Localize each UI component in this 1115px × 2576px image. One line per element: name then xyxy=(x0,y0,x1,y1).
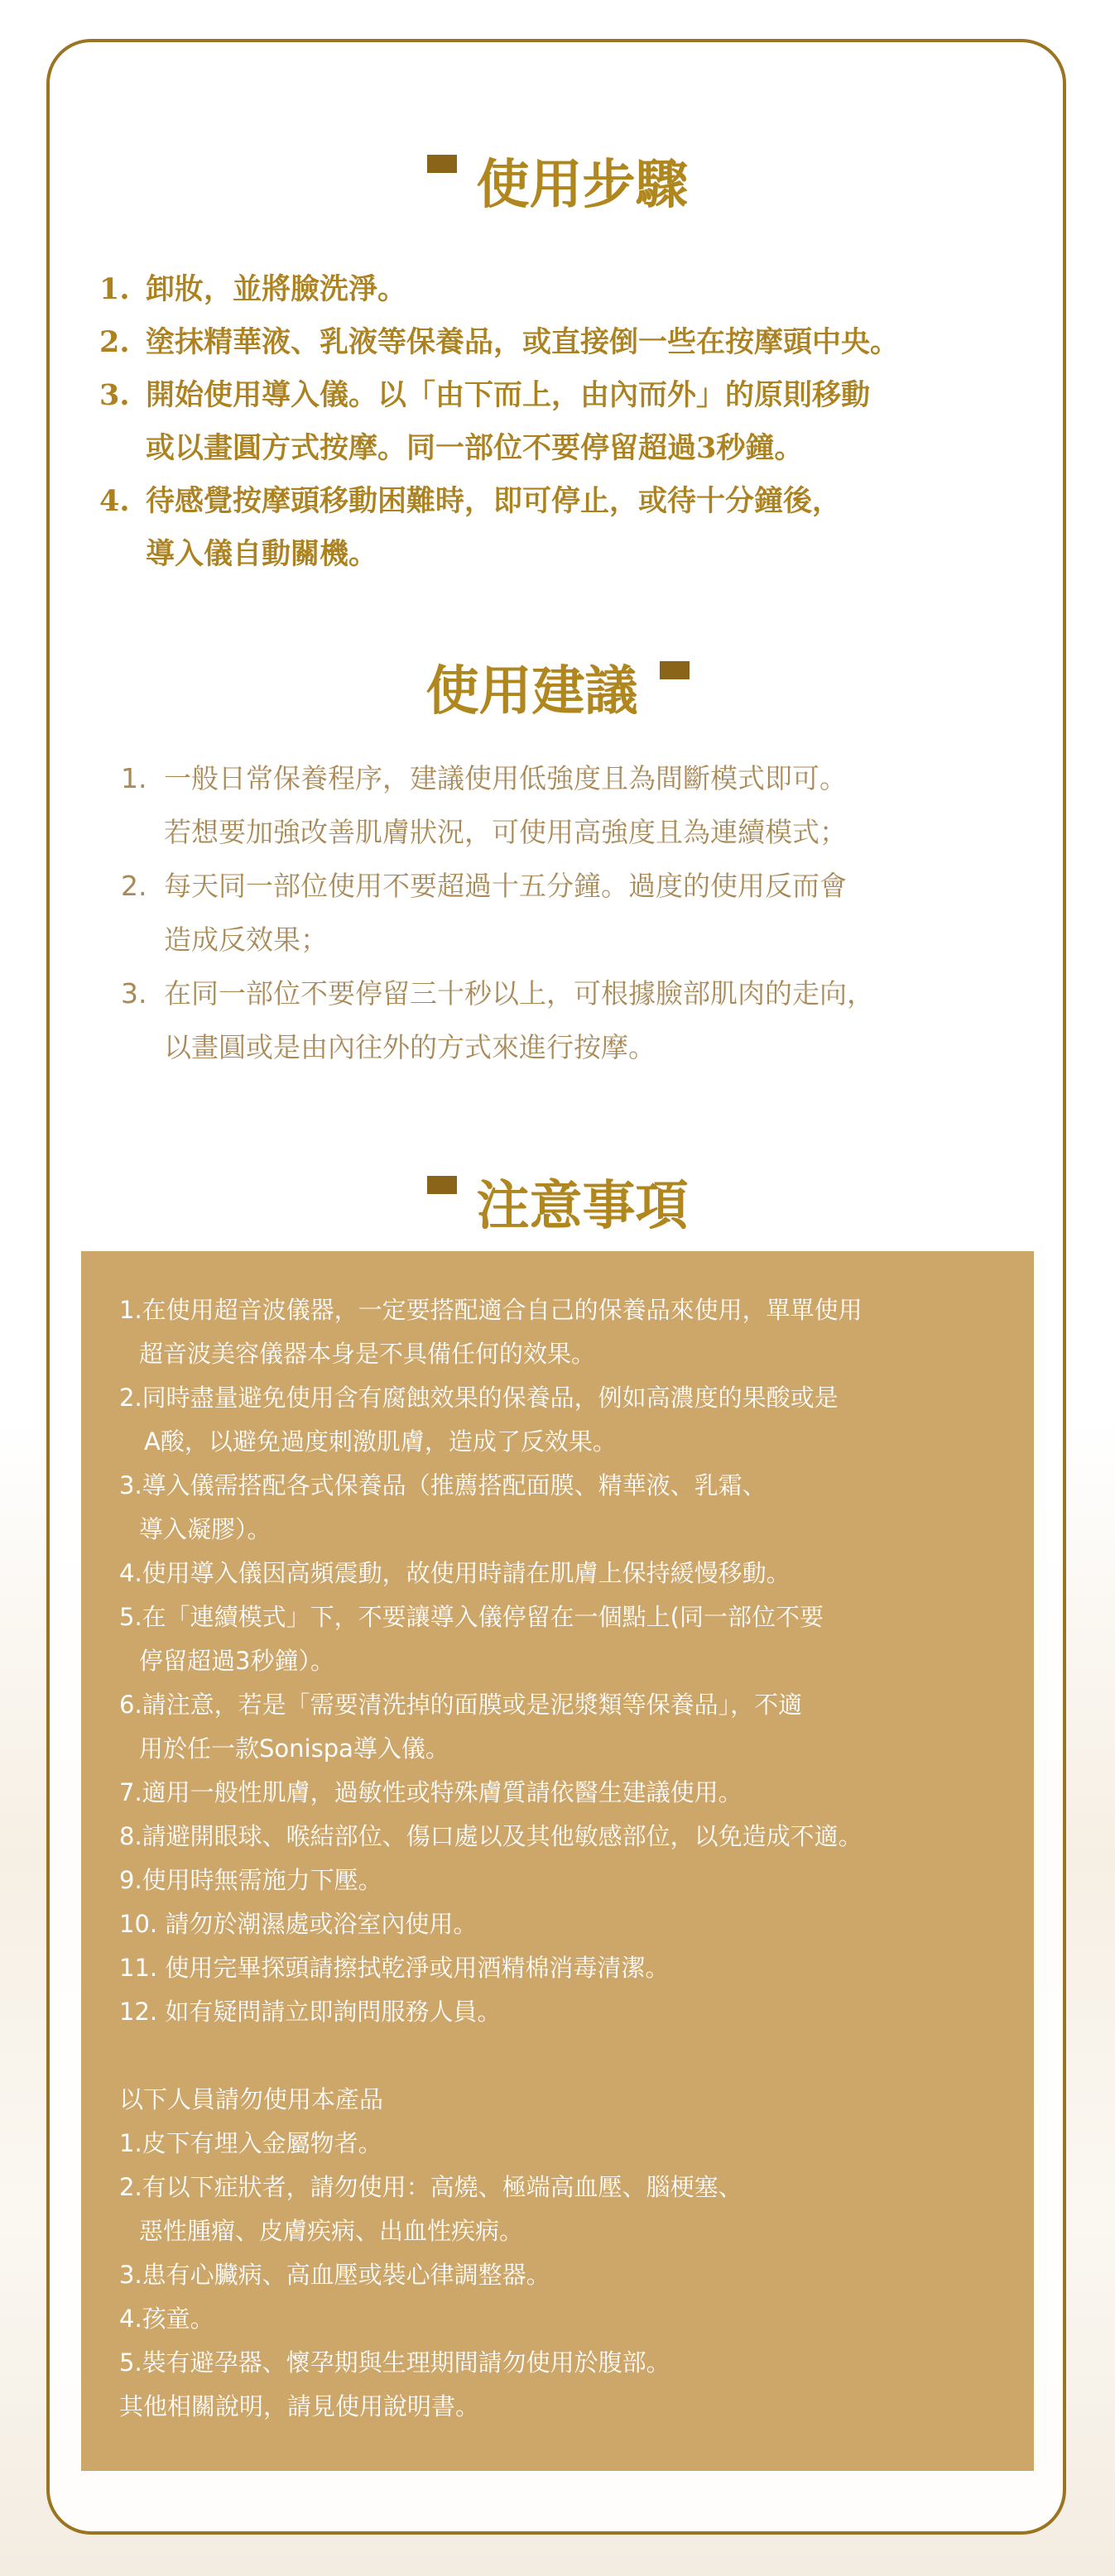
list-item: 1. 卸妝，並將臉洗淨。 xyxy=(99,272,407,306)
notice-line: 11. 使用完畢探頭請擦拭乾淨或用酒精棉消毒清潔。 xyxy=(119,1954,670,1982)
restricted-line: 4.孩童。 xyxy=(119,2305,214,2333)
notice-line: 超音波美容儀器本身是不具備任何的效果。 xyxy=(139,1340,596,1368)
square-bullet-icon xyxy=(427,1176,457,1194)
list-item: 2. 每天同一部位使用不要超過十五分鐘。過度的使用反而會 造成反效果； xyxy=(121,870,847,956)
list-item: 3. 開始使用導入儀。以「由下而上，由內而外」的原則移動 或以畫圓方式按摩。同一部位不要停留超過3秒鐘。 xyxy=(99,378,871,465)
usage-advice-title: 使用建議 xyxy=(425,660,638,722)
list-item: 4. 待感覺按摩頭移動困難時，即可停止，或待十分鐘後， 導入儀自動關機。 xyxy=(99,484,842,571)
notice-line: 10. 請勿於潮濕處或浴室內使用。 xyxy=(119,1910,478,1938)
restricted-line: 5.裝有避孕器、懷孕期與生理期間請勿使用於腹部。 xyxy=(119,2348,670,2377)
list-item: 1. 一般日常保養程序，建議使用低強度且為間斷模式即可。 若想要加強改善肌膚狀況，可使用高強度且為連續模式； xyxy=(121,762,847,848)
list-item: 2. 塗抹精華液、乳液等保養品，或直接倒一些在按摩頭中央。 xyxy=(99,325,900,359)
notice-line: 2.同時盡量避免使用含有腐蝕效果的保養品，例如高濃度的果酸或是 xyxy=(119,1384,839,1412)
notices-list xyxy=(119,1288,1030,2429)
notice-line: A酸，以避免過度刺激肌膚，造成了反效果。 xyxy=(144,1427,617,1456)
notice-line: 9.使用時無需施力下壓。 xyxy=(119,1866,382,1894)
restricted-line: 3.患有心臟病、高血壓或裝心律調整器。 xyxy=(119,2261,550,2289)
restricted-line: 惡性腫瘤、皮膚疾病、出血性疾病。 xyxy=(139,2217,524,2245)
usage-steps-title: 使用步驟 xyxy=(476,154,689,216)
usage-steps-list xyxy=(99,263,1060,581)
notice-line: 3.導入儀需搭配各式保養品（推薦搭配面膜、精華液、乳霜、 xyxy=(119,1471,767,1499)
notice-line: 用於任一款Sonispa導入儀。 xyxy=(139,1734,449,1763)
notice-line: 5.在「連續模式」下，不要讓導入儀停留在一個點上(同一部位不要 xyxy=(119,1603,824,1631)
notice-line: 導入凝膠）。 xyxy=(139,1515,272,1543)
notice-line: 4.使用導入儀因高頻震動，故使用時請在肌膚上保持緩慢移動。 xyxy=(119,1559,791,1587)
notice-line: 6.請注意，若是「需要清洗掉的面膜或是泥漿類等保養品」，不適 xyxy=(119,1691,803,1719)
notice-line: 停留超過3秒鐘）。 xyxy=(139,1647,334,1675)
usage-steps-heading xyxy=(0,152,1115,218)
notices-title: 注意事項 xyxy=(476,1175,689,1237)
restricted-line: 1.皮下有埋入金屬物者。 xyxy=(119,2129,382,2157)
square-bullet-icon xyxy=(660,661,690,679)
restricted-intro: 以下人員請勿使用本產品 xyxy=(119,2085,384,2113)
notice-line: 12. 如有疑問請立即詢問服務人員。 xyxy=(119,1998,502,2026)
usage-advice-list xyxy=(121,751,1031,1074)
restricted-line: 2.有以下症狀者，請勿使用：高燒、極端高血壓、腦梗塞、 xyxy=(119,2173,743,2201)
list-item: 3. 在同一部位不要停留三十秒以上，可根據臉部肌肉的走向， 以畫圓或是由內往外的方式來進行按摩。 xyxy=(121,977,874,1063)
notice-line: 1.在使用超音波儀器，一定要搭配適合自己的保養品來使用，單單使用 xyxy=(119,1296,863,1324)
usage-advice-heading xyxy=(0,659,1115,725)
notices-heading xyxy=(0,1173,1115,1240)
square-bullet-icon xyxy=(427,155,457,173)
manual-reference: 其他相關說明，請見使用說明書。 xyxy=(119,2392,480,2420)
notice-line: 8.請避開眼球、喉結部位、傷口處以及其他敏感部位，以免造成不適。 xyxy=(119,1822,863,1850)
notice-line: 7.適用一般性肌膚，過敏性或特殊膚質請依醫生建議使用。 xyxy=(119,1778,743,1806)
